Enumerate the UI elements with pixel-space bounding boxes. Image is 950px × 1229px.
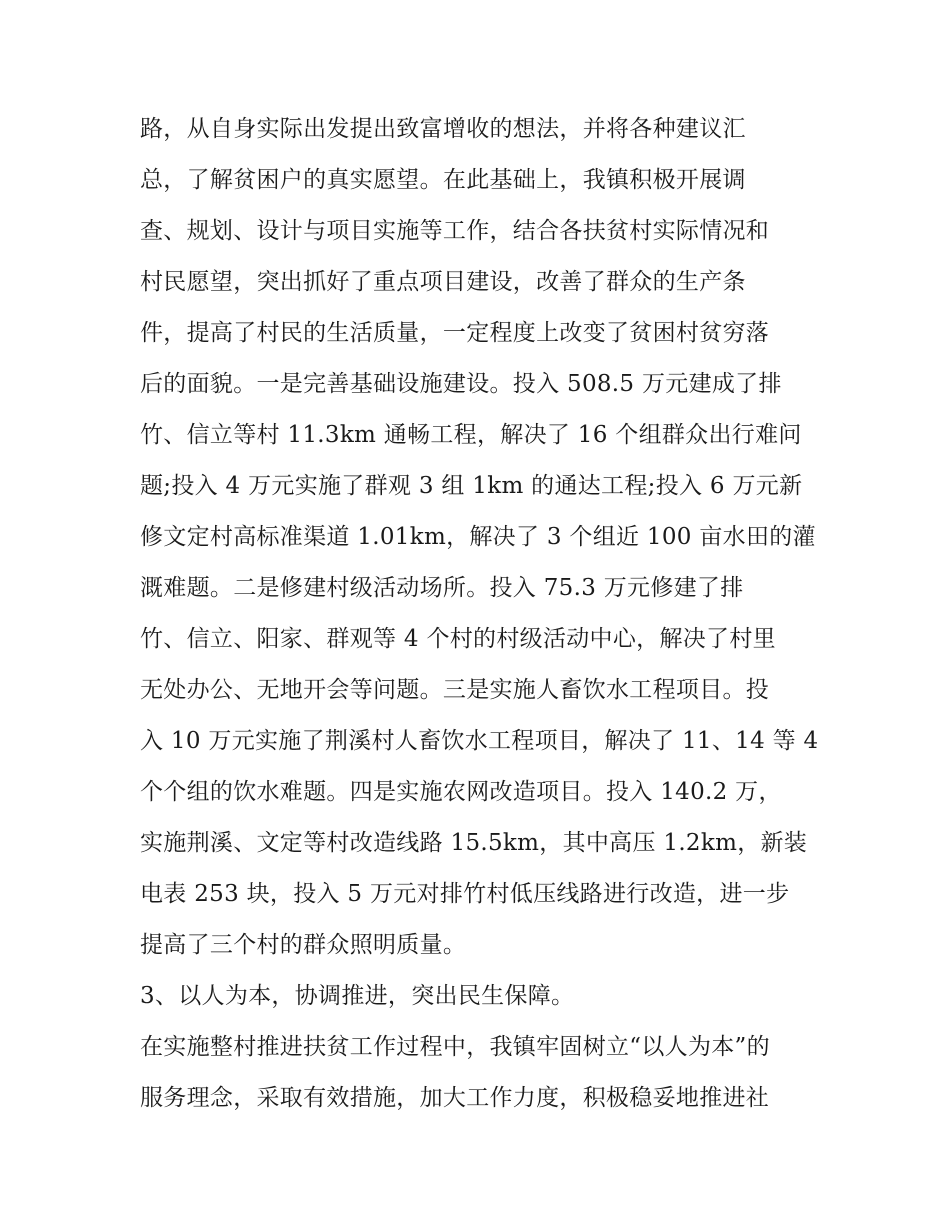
text-line: 无处办公、无地开会等问题。三是实施人畜饮水工程项目。投 bbox=[140, 677, 770, 703]
text-line: 村民愿望，突出抓好了重点项目建设，改善了群众的生产条 bbox=[140, 269, 746, 295]
text-line: 溉难题。二是修建村级活动场所。投入 75.3 万元修建了排 bbox=[140, 575, 744, 601]
text-line: 实施荆溪、文定等村改造线路 15.5km，其中高压 1.2km，新装 bbox=[140, 830, 808, 856]
text-line: 件，提高了村民的生活质量，一定程度上改变了贫困村贫穷落 bbox=[140, 320, 770, 346]
text-line: 总，了解贫困户的真实愿望。在此基础上，我镇积极开展调 bbox=[140, 167, 746, 193]
text-line: 电表 253 块，投入 5 万元对排竹村低压线路进行改造，进一步 bbox=[140, 881, 790, 907]
text-line: 个个组的饮水难题。四是实施农网改造项目。投入 140.2 万， bbox=[140, 779, 782, 805]
text-line: 入 10 万元实施了荆溪村人畜饮水工程项目，解决了 11、14 等 4 bbox=[140, 728, 819, 754]
text-line: 竹、信立等村 11.3km 通畅工程，解决了 16 个组群众出行难问 bbox=[140, 422, 802, 448]
text-line: 服务理念，采取有效措施，加大工作力度，积极稳妥地推进社 bbox=[140, 1085, 770, 1111]
text-line: 竹、信立、阳家、群观等 4 个村的村级活动中心，解决了村里 bbox=[140, 626, 776, 652]
text-line: 修文定村高标准渠道 1.01km，解决了 3 个组近 100 亩水田的灌 bbox=[140, 524, 816, 550]
text-line: 在实施整村推进扶贫工作过程中，我镇牢固树立“以人为本”的 bbox=[140, 1034, 770, 1060]
text-line: 查、规划、设计与项目实施等工作，结合各扶贫村实际情况和 bbox=[140, 218, 770, 244]
text-line: 题;投入 4 万元实施了群观 3 组 1km 的通达工程;投入 6 万元新 bbox=[140, 473, 803, 499]
body-text bbox=[140, 104, 820, 1124]
text-line: 后的面貌。一是完善基础设施建设。投入 508.5 万元建成了排 bbox=[140, 371, 782, 397]
text-line: 路，从自身实际出发提出致富增收的想法，并将各种建议汇 bbox=[140, 116, 746, 142]
text-line: 提高了三个村的群众照明质量。 bbox=[140, 932, 467, 958]
section-heading: 3、以人为本，协调推进，突出民生保障。 bbox=[140, 983, 575, 1009]
